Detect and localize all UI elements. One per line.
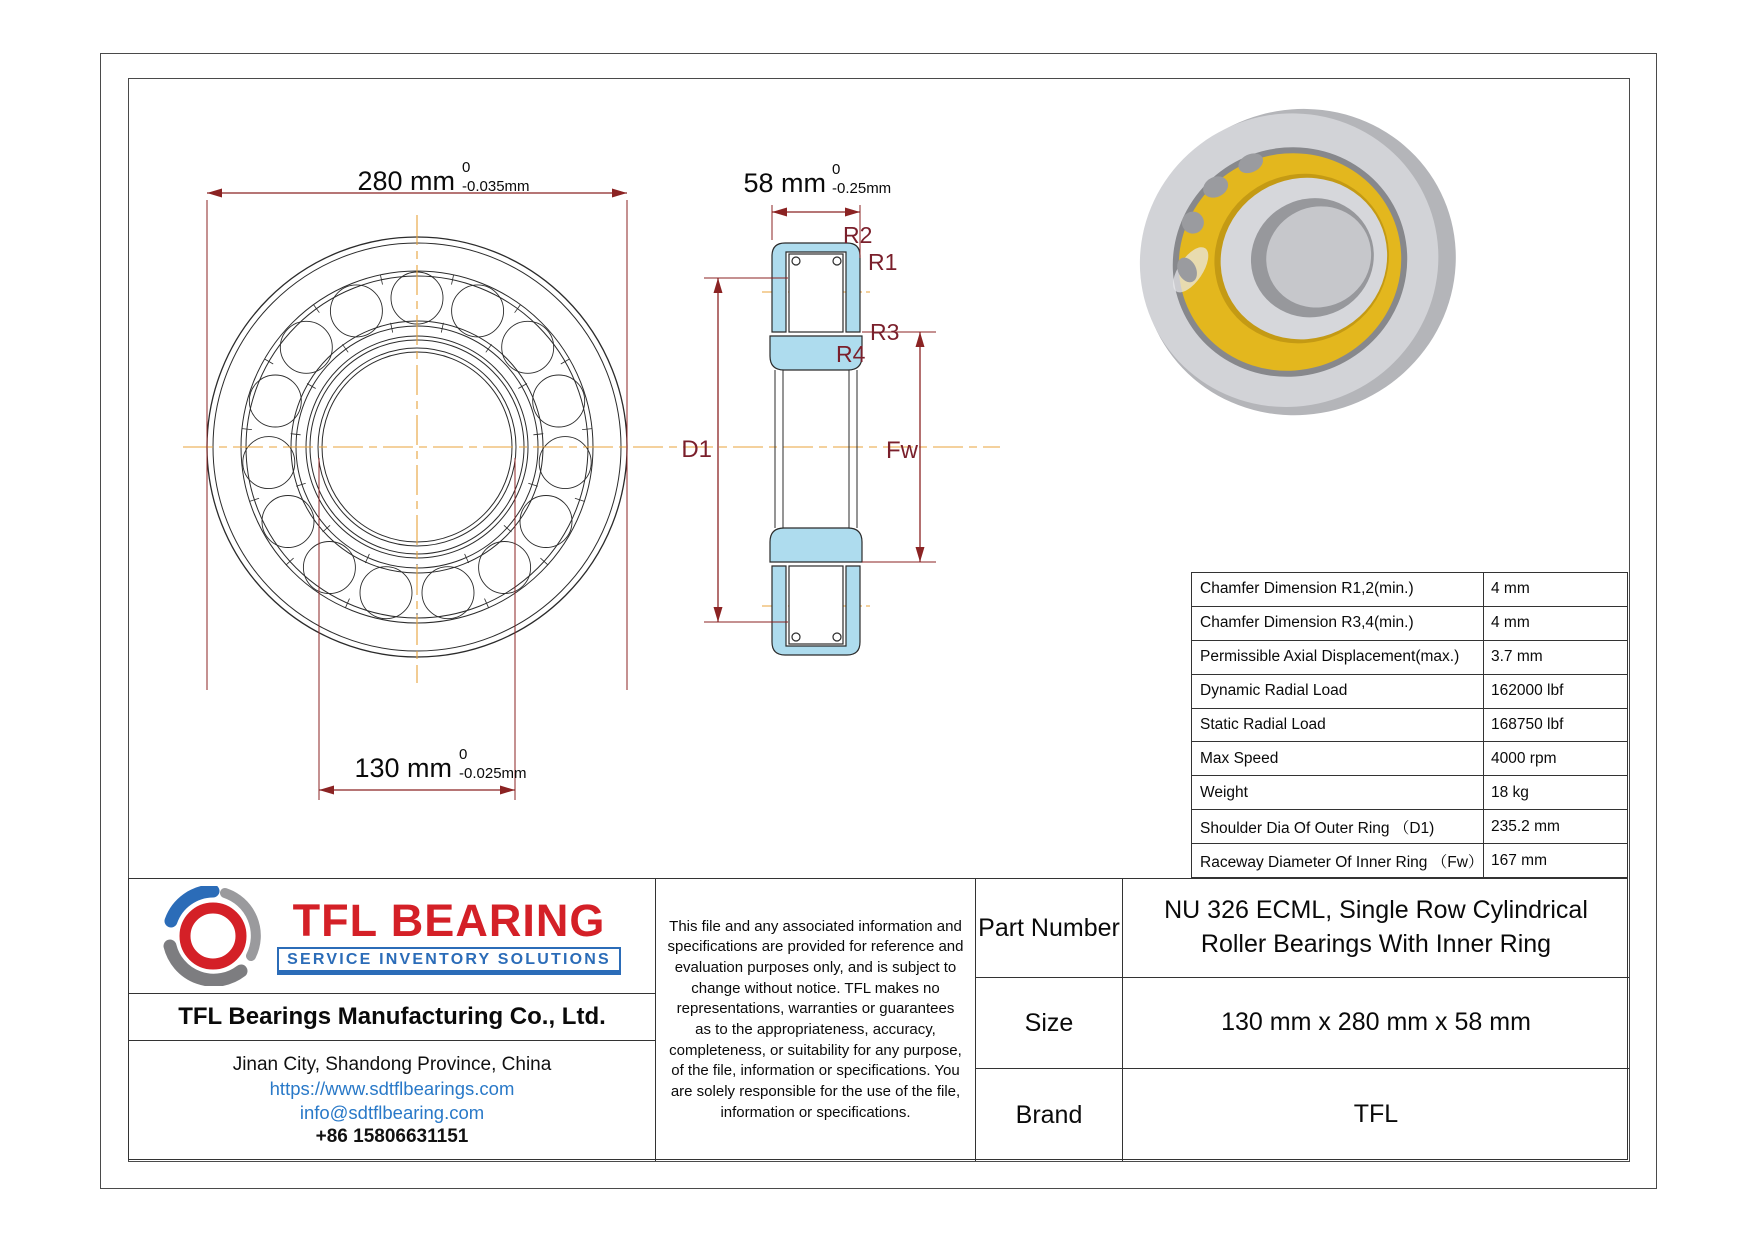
table-row xyxy=(1192,844,1627,877)
label-r1: R1 xyxy=(868,249,898,275)
label-r2: R2 xyxy=(843,222,873,248)
spec-label: Static Radial Load xyxy=(1192,709,1484,742)
dim-130-value: 130 mm xyxy=(354,753,452,783)
table-row xyxy=(1192,810,1627,844)
spec-value: 235.2 mm xyxy=(1491,817,1560,835)
label-fw: Fw xyxy=(886,437,918,464)
roller-top-section xyxy=(789,254,843,332)
spec-table xyxy=(1191,572,1628,878)
dim-280-tol-lower: -0.035mm xyxy=(462,178,530,195)
company-email-link[interactable]: info@sdtflbearing.com xyxy=(299,1102,485,1123)
part-number-label: Part Number xyxy=(976,879,1123,978)
company-name: TFL Bearings Manufacturing Co., Ltd. xyxy=(129,994,655,1041)
logo-swirl-icon xyxy=(163,886,263,986)
spec-label: Raceway Diameter Of Inner Ring （Fw） xyxy=(1192,844,1484,877)
dim-130-tol-lower: -0.025mm xyxy=(459,765,527,782)
spec-value: 162000 lbf xyxy=(1491,682,1564,700)
spec-value: 4 mm xyxy=(1491,614,1530,632)
dim-280-value: 280 mm xyxy=(357,166,455,196)
dim-58-value: 58 mm xyxy=(743,168,826,198)
table-row xyxy=(1192,742,1627,776)
size-label: Size xyxy=(976,978,1123,1069)
spec-label: Dynamic Radial Load xyxy=(1192,675,1484,708)
spec-value: 167 mm xyxy=(1491,851,1547,869)
table-row xyxy=(1192,573,1627,607)
logo-title: TFL BEARING xyxy=(292,895,606,947)
spec-value: 4000 rpm xyxy=(1491,749,1557,767)
spec-value: 18 kg xyxy=(1491,783,1529,801)
part-number-value: NU 326 ECML, Single Row Cylindrical Roller Bearings With Inner Ring xyxy=(1123,879,1629,978)
spec-label: Chamfer Dimension R1,2(min.) xyxy=(1192,573,1484,606)
dim-58-tol-lower: -0.25mm xyxy=(832,180,892,197)
company-address: Jinan City, Shandong Province, China xyxy=(232,1054,552,1075)
company-phone: +86 15806631151 xyxy=(315,1126,469,1147)
company-contact xyxy=(129,1041,655,1161)
label-r3: R3 xyxy=(870,319,900,345)
table-row xyxy=(1192,641,1627,675)
spec-label: Weight xyxy=(1192,776,1484,809)
logo-subtitle: SERVICE INVENTORY SOLUTIONS xyxy=(277,947,621,975)
table-row xyxy=(1192,607,1627,641)
roller-bottom-section xyxy=(789,566,843,644)
spec-label: Chamfer Dimension R3,4(min.) xyxy=(1192,607,1484,640)
disclaimer-text: This file and any associated information and specifications are provided for reference and evaluation purposes only, and is subject to change without notice. TFL makes no representations, warranties or guarantees as to the appropriateness, accuracy, completeness, or suitability for any purpose, of the file, information or specifications. You are solely responsible for the use of the file, information or specifications. xyxy=(655,879,976,1161)
brand-value: TFL xyxy=(1353,1100,1399,1129)
company-website-link[interactable]: https://www.sdtflbearings.com xyxy=(269,1078,515,1099)
title-block xyxy=(128,878,1628,1160)
table-row xyxy=(1192,776,1627,810)
brand-label: Brand xyxy=(976,1069,1123,1161)
dim-130-tol-upper: 0 xyxy=(459,746,468,763)
spec-label: Permissible Axial Displacement(max.) xyxy=(1192,641,1484,674)
spec-value: 4 mm xyxy=(1491,580,1530,598)
label-r4: R4 xyxy=(836,341,866,367)
spec-value: 168750 lbf xyxy=(1491,716,1564,733)
company-logo xyxy=(129,879,655,994)
spec-label: Shoulder Dia Of Outer Ring （D1) xyxy=(1192,810,1484,843)
table-row xyxy=(1192,709,1627,743)
dim-280-tol-upper: 0 xyxy=(462,159,471,176)
dim-58-tol-upper: 0 xyxy=(832,161,841,178)
inner-ring-bottom-section xyxy=(770,528,862,562)
cross-section-drawing xyxy=(770,243,862,655)
table-row xyxy=(1192,675,1627,709)
label-d1: D1 xyxy=(681,436,712,463)
spec-label: Max Speed xyxy=(1192,742,1484,775)
size-value: 130 mm x 280 mm x 58 mm xyxy=(1123,978,1629,1069)
spec-value: 3.7 mm xyxy=(1491,648,1543,666)
bearing-3d-render xyxy=(1090,56,1507,468)
